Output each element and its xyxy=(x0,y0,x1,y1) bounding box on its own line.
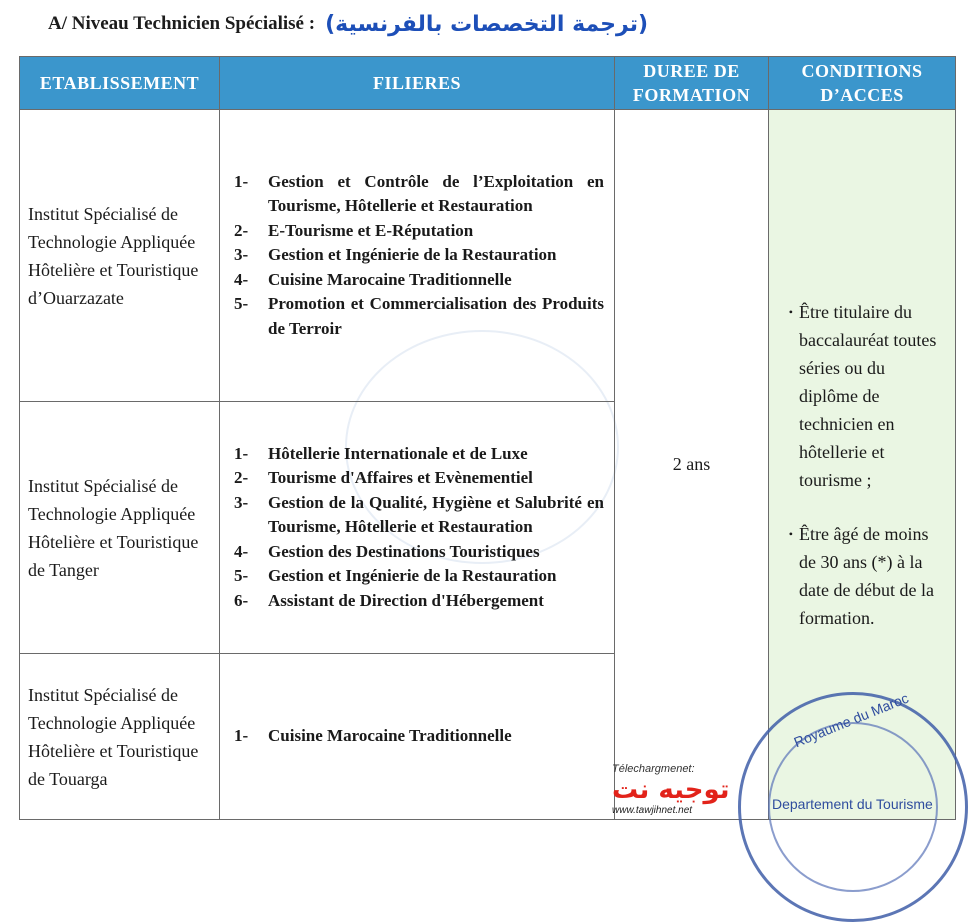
filieres-list xyxy=(234,170,604,342)
condition-item xyxy=(777,298,945,494)
table-row-ouarzazate xyxy=(20,110,956,402)
filiere-num: 4- xyxy=(234,269,249,289)
header-conditions: CONDITIONS D’ACCES xyxy=(769,57,956,110)
filiere-num: 3- xyxy=(234,245,249,265)
etablissement-cell: Institut Spécialisé de Technologie Appliquée Hôtelière et Touristique d’Ouarzazate xyxy=(20,110,220,402)
filieres-cell xyxy=(220,110,615,402)
bullet-icon: • xyxy=(788,526,793,541)
filieres-list xyxy=(234,442,604,614)
filiere-num: 6- xyxy=(234,590,249,610)
condition-item xyxy=(777,520,945,632)
section-heading xyxy=(48,9,648,39)
table-header-row xyxy=(20,57,956,110)
bullet-icon: • xyxy=(788,304,793,319)
watermark-caption: Télechargmenet: xyxy=(612,763,695,775)
stamp-arc-text: Royaume du Maroc xyxy=(791,689,911,751)
filiere-item xyxy=(234,491,604,540)
filiere-label: Cuisine Marocaine Traditionnelle xyxy=(268,269,512,289)
filieres-list xyxy=(234,724,604,749)
filiere-label: Hôtellerie Internationale et de Luxe xyxy=(268,443,528,463)
filiere-item xyxy=(234,268,604,293)
condition-text: Être titulaire du baccalauréat toutes séries ou du diplôme de technicien en hôtellerie et tourisme ; xyxy=(799,301,937,490)
header-filieres: FILIERES xyxy=(220,57,615,110)
filiere-item xyxy=(234,724,604,749)
filiere-num: 2- xyxy=(234,468,249,488)
filiere-num: 4- xyxy=(234,541,249,561)
filiere-num: 5- xyxy=(234,294,249,314)
filiere-label: Cuisine Marocaine Traditionnelle xyxy=(268,726,512,746)
conditions-list xyxy=(777,298,945,632)
etablissement-cell: Institut Spécialisé de Technologie Appliquée Hôtelière et Touristique de Touarga xyxy=(20,654,220,820)
filieres-cell xyxy=(220,654,615,820)
filiere-num: 1- xyxy=(234,726,249,746)
filiere-item xyxy=(234,170,604,219)
filiere-num: 1- xyxy=(234,443,249,463)
filiere-item xyxy=(234,219,604,244)
filiere-num: 3- xyxy=(234,492,249,512)
filiere-item xyxy=(234,442,604,467)
filiere-label: Gestion des Destinations Touristiques xyxy=(268,541,540,561)
filiere-label: Promotion et Commercialisation des Produits de Terroir xyxy=(268,294,604,338)
filiere-label: Gestion et Ingénierie de la Restauration xyxy=(268,245,557,265)
watermark-url[interactable]: www.tawjihnet.net xyxy=(612,805,693,816)
filiere-item xyxy=(234,466,604,491)
filiere-label: E-Tourisme et E-Réputation xyxy=(268,220,474,240)
filiere-label: Gestion et Ingénierie de la Restauration xyxy=(268,566,557,586)
filiere-item xyxy=(234,292,604,341)
filiere-item xyxy=(234,564,604,589)
filiere-label: Gestion et Contrôle de l’Exploitation en Tourisme, Hôtellerie et Restauration xyxy=(268,171,604,216)
filiere-item xyxy=(234,540,604,565)
filiere-label: Gestion de la Qualité, Hygiène et Salubrité en Tourisme, Hôtellerie et Restauration xyxy=(268,492,604,537)
condition-text: Être âgé de moins de 30 ans (*) à la date de début de la formation. xyxy=(799,523,934,628)
filiere-label: Assistant de Direction d'Hébergement xyxy=(268,590,544,610)
filieres-cell xyxy=(220,402,615,654)
tawjihnet-watermark xyxy=(612,763,730,816)
watermark-logo: توجيه نت xyxy=(612,775,730,805)
header-duree: DUREE DE FORMATION xyxy=(615,57,769,110)
stamp-center-text: Departement du Tourisme xyxy=(772,796,933,812)
filiere-item xyxy=(234,243,604,268)
filiere-label: Tourisme d'Affaires et Evènementiel xyxy=(268,468,533,488)
heading-arabic-link[interactable]: (ترجمة التخصصات بالفرنسية) xyxy=(325,11,649,37)
header-etablissement: ETABLISSEMENT xyxy=(20,57,220,110)
filiere-num: 2- xyxy=(234,220,249,240)
heading-title: A/ Niveau Technicien Spécialisé : xyxy=(48,13,316,34)
filiere-num: 1- xyxy=(234,171,249,191)
filiere-item xyxy=(234,589,604,614)
filiere-num: 5- xyxy=(234,566,249,586)
etablissement-cell: Institut Spécialisé de Technologie Appliquée Hôtelière et Touristique de Tanger xyxy=(20,402,220,654)
duree-cell: 2 ans xyxy=(615,110,769,820)
